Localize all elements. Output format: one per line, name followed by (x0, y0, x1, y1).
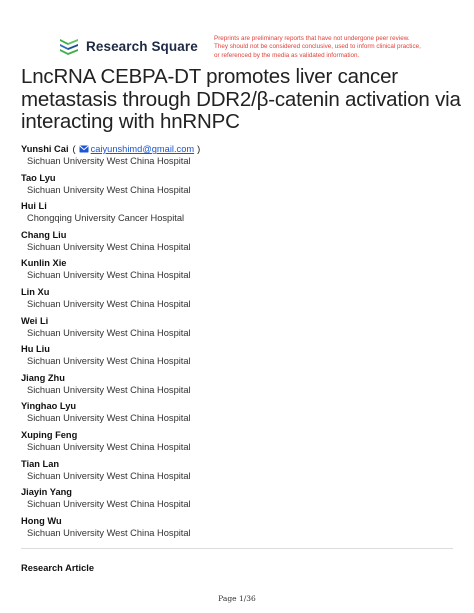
author-entry (21, 372, 451, 401)
author-affiliation: Sichuan University West China Hospital (27, 327, 191, 338)
author-affiliation: Sichuan University West China Hospital (27, 384, 191, 395)
author-entry (21, 257, 451, 286)
author-entry (21, 429, 451, 458)
author-entry (21, 200, 451, 229)
author-entry (21, 458, 451, 487)
author-entry (21, 229, 451, 258)
author-affiliation: Sichuan University West China Hospital (27, 156, 191, 166)
author-entry (21, 400, 451, 429)
author-entry (21, 343, 451, 372)
author-name: Wei Li (21, 315, 49, 326)
author-name: Xuping Feng (21, 429, 78, 440)
brand-name: Research Square (86, 38, 198, 54)
page-number: Page 1/36 (218, 594, 256, 603)
corresponding-contact (73, 143, 201, 155)
title-line: interacting with hnRNPC (21, 110, 240, 133)
paper-title (21, 66, 461, 134)
envelope-icon (79, 145, 89, 153)
notice-line: or referenced by the media as validated information. (214, 51, 360, 59)
author-name: Lin Xu (21, 286, 50, 297)
article-type: Research Article (21, 563, 95, 573)
author-entry (21, 486, 451, 515)
author-affiliation: Sichuan University West China Hospital (27, 413, 191, 424)
title-line: LncRNA CEBPA-DT promotes liver cancer (21, 65, 398, 88)
author-name: Tian Lan (21, 458, 60, 469)
author-affiliation: Sichuan University West China Hospital (27, 499, 191, 510)
author-name: Jiayin Yang (21, 487, 72, 498)
research-square-logo[interactable] (58, 37, 198, 55)
author-entry (21, 515, 451, 544)
author-affiliation: Sichuan University West China Hospital (27, 241, 191, 252)
author-name: Yinghao Lyu (21, 401, 77, 412)
author-affiliation: Sichuan University West China Hospital (27, 356, 191, 367)
author-affiliation: Sichuan University West China Hospital (27, 270, 191, 281)
author-entry (21, 172, 451, 201)
research-square-logo-icon (58, 37, 80, 55)
notice-line: They should not be considered conclusive, used to inform clinical practice, (214, 43, 421, 51)
author-affiliation: Sichuan University West China Hospital (27, 470, 191, 481)
author-name: Hu Liu (21, 344, 50, 355)
page-header (0, 0, 474, 70)
author-affiliation: Sichuan University West China Hospital (27, 298, 191, 309)
contact-open-paren: ( (72, 144, 76, 154)
author-entry (21, 315, 451, 344)
author-entry (21, 143, 451, 172)
title-line: metastasis through DDR2/β-catenin activation via (21, 87, 461, 111)
author-entry (21, 286, 451, 315)
preprint-notice (214, 35, 464, 60)
author-affiliation: Chongqing University Cancer Hospital (27, 213, 185, 224)
author-name: Tao Lyu (21, 172, 56, 183)
author-name: Hong Wu (21, 515, 62, 526)
author-name: Jiang Zhu (21, 372, 65, 383)
author-name: Chang Liu (21, 229, 67, 240)
author-affiliation: Sichuan University West China Hospital (27, 441, 191, 452)
contact-close-paren: ) (197, 144, 201, 154)
section-divider (21, 548, 453, 549)
author-name: Kunlin Xie (21, 258, 67, 269)
author-affiliation: Sichuan University West China Hospital (27, 527, 191, 538)
author-name: Hui Li (21, 201, 47, 212)
author-affiliation: Sichuan University West China Hospital (27, 184, 191, 195)
notice-line: Preprints are preliminary reports that have not undergone peer review. (214, 35, 410, 42)
email-link[interactable]: caiyunshimd@gmail.com (90, 144, 195, 154)
author-name: Yunshi Cai (21, 144, 69, 154)
author-list (21, 143, 451, 543)
